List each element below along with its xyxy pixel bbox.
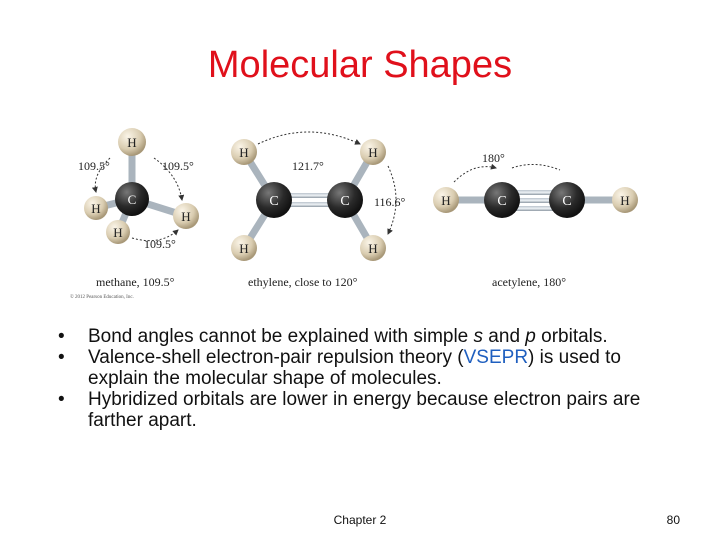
angle-label: 109.5° — [144, 237, 176, 251]
angle-label: 116.6° — [374, 195, 406, 209]
atom-label: H — [113, 225, 123, 240]
atom-label: H — [239, 241, 249, 256]
bullet-text: and — [483, 326, 526, 347]
angle-arc — [258, 132, 360, 144]
acetylene-model — [433, 151, 638, 289]
angle-label: 180° — [482, 151, 505, 165]
orbital-p-label: p — [525, 326, 536, 347]
atom-label: H — [91, 201, 101, 216]
copyright-notice: © 2012 Pearson Education, Inc. — [70, 295, 134, 300]
ethylene-model — [231, 132, 406, 289]
page-number: 80 — [666, 513, 680, 527]
orbital-s-label: s — [473, 326, 484, 347]
atom-label: C — [269, 194, 279, 209]
bullet-item — [58, 389, 668, 431]
atom-label: H — [239, 145, 249, 160]
bullet-list — [58, 326, 668, 431]
footer-chapter: Chapter 2 — [333, 513, 387, 527]
atom-label: H — [368, 145, 378, 160]
bullet-text: orbitals. — [535, 326, 608, 347]
vsepr-term: VSEPR — [463, 347, 529, 368]
atom-label: C — [497, 194, 507, 209]
bullet-text: Hybridized orbitals are lower in energy because electron pairs are farther apart. — [88, 389, 641, 431]
bullet-icon: • — [58, 347, 65, 368]
angle-label: 109.5° — [78, 159, 110, 173]
bullet-text: Bond angles cannot be explained with simple — [88, 326, 474, 347]
atom-label: H — [620, 193, 630, 208]
atom-label: H — [368, 241, 378, 256]
bullet-text: ) is used to explain the molecular shape of molecules. — [88, 347, 621, 389]
atom-label: C — [127, 192, 137, 207]
atom-label: C — [340, 194, 350, 209]
angle-label: 109.5° — [162, 159, 194, 173]
angle-arc — [512, 164, 560, 170]
bullet-icon: • — [58, 326, 65, 347]
atom-label: H — [441, 193, 451, 208]
angle-arc — [454, 167, 496, 182]
bullet-text: Valence-shell electron-pair repulsion theory ( — [88, 347, 464, 368]
bullet-item — [58, 326, 668, 347]
atom-label: C — [562, 194, 572, 209]
acetylene-caption: acetylene, 180° — [492, 275, 567, 289]
slide-title: Molecular Shapes — [207, 44, 513, 86]
atom-label: H — [127, 135, 137, 150]
bullet-icon: • — [58, 389, 65, 410]
molecular-shapes-figure — [70, 120, 650, 310]
atom-label: H — [181, 209, 191, 224]
methane-caption: methane, 109.5° — [96, 275, 175, 289]
angle-label: 121.7° — [292, 159, 324, 173]
bullet-item — [58, 347, 668, 389]
ethylene-caption: ethylene, close to 120° — [248, 275, 358, 289]
methane-model — [70, 128, 199, 300]
